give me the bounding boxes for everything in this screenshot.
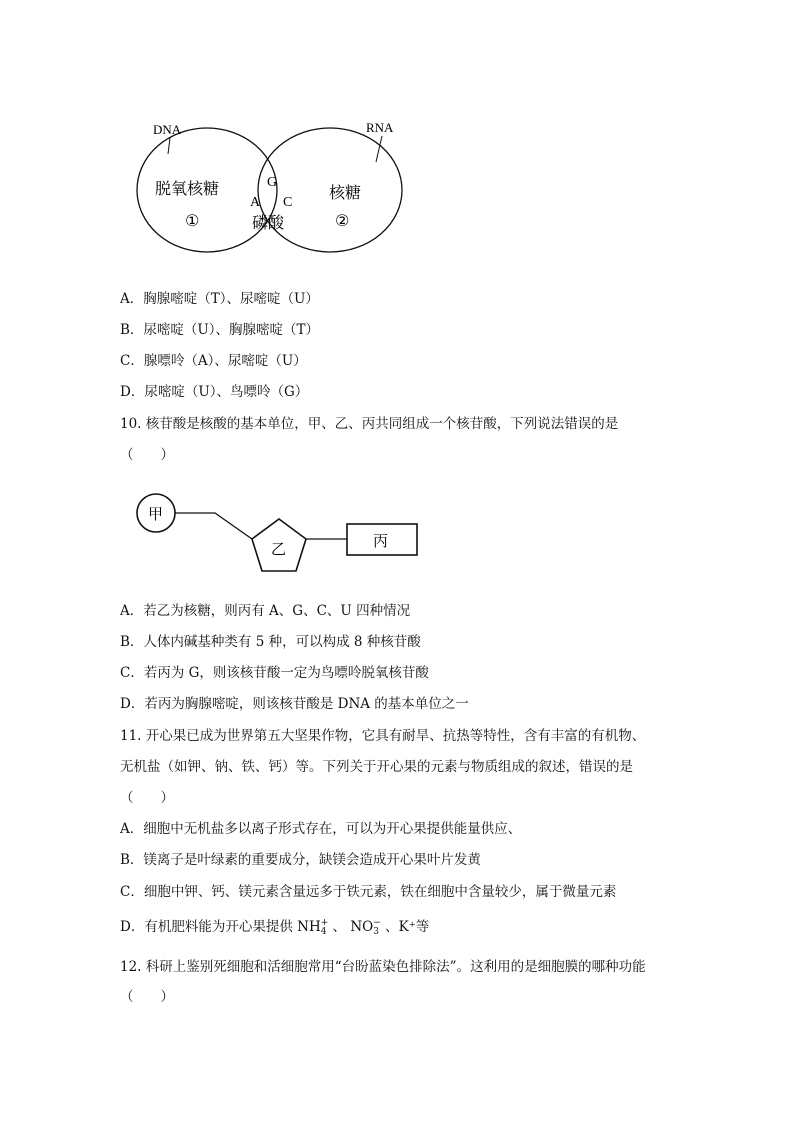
q12-stem: 12. 科研上鉴别死细胞和活细胞常用“台盼蓝染色排除法”。这利用的是细胞膜的哪种功能	[120, 959, 646, 975]
q9-option-d: D．尿嘧啶（U）、鸟嘌呤（G）	[120, 384, 309, 400]
q11-option-d-prefix: D．有机肥料能为开心果提供	[120, 919, 298, 935]
nh4-formula: NH + 4	[297, 917, 329, 937]
deoxyribose-text: 脱氧核糖	[155, 179, 220, 198]
rna-pointer-line	[376, 136, 382, 162]
mark-2: ②	[335, 211, 350, 230]
venn-diagram	[130, 110, 410, 270]
q11-option-d-suffix: 、K⁺等	[380, 919, 430, 935]
ribose-text: 核糖	[329, 183, 362, 202]
dna-label: DNA	[153, 122, 182, 137]
q11-option-c: C．细胞中钾、钙、镁元素含量远多于铁元素，铁在细胞中含量较少，属于微量元素	[120, 884, 617, 900]
q11-stem-line2: 无机盐（如钾、钠、铁、钙）等。下列关于开心果的元素与物质组成的叙述，错误的是	[120, 759, 633, 775]
yi-label: 乙	[271, 540, 287, 558]
no3-formula: NO − 3	[350, 917, 381, 937]
q9-option-c: C．腺嘌呤（A）、尿嘧啶（U）	[120, 353, 307, 369]
phosphate-text: 磷酸	[252, 213, 285, 232]
nucleotide-diagram	[130, 488, 430, 580]
q11-option-d: D．有机肥料能为开心果提供 NH + 4 、 NO − 3 、K⁺等	[120, 917, 430, 937]
q10-paren: （ ）	[120, 447, 174, 463]
q10-option-b: B．人体内碱基种类有 5 种，可以构成 8 种核苷酸	[120, 634, 421, 650]
jia-label: 甲	[148, 505, 164, 523]
q11-option-a: A．细胞中无机盐多以离子形式存在，可以为开心果提供能量供应、	[120, 821, 522, 837]
q9-option-a: A．胸腺嘧啶（T）、尿嘧啶（U）	[120, 291, 319, 307]
q10-option-c: C．若丙为 G，则该核苷酸一定为鸟嘌呤脱氧核苷酸	[120, 665, 429, 681]
bing-label: 丙	[373, 532, 389, 550]
rna-label: RNA	[366, 120, 394, 135]
center-g: G	[267, 175, 278, 190]
q11-option-b: B．镁离子是叶绿素的重要成分，缺镁会造成开心果叶片发黄	[120, 852, 481, 868]
q10-stem: 10. 核苷酸是核酸的基本单位，甲、乙、丙共同组成一个核苷酸，下列说法错误的是	[120, 416, 619, 432]
mark-1: ①	[185, 211, 200, 230]
q11-paren: （ ）	[120, 790, 174, 806]
jia-yi-bond	[175, 513, 252, 539]
dna-pointer-line	[168, 138, 170, 154]
q10-option-a: A．若乙为核糖，则丙有 A、G、C、U 四种情况	[120, 603, 411, 619]
q10-option-d: D．若丙为胸腺嘧啶，则该核苷酸是 DNA 的基本单位之一	[120, 696, 469, 712]
q9-option-b: B．尿嘧啶（U）、胸腺嘧啶（T）	[120, 322, 320, 338]
center-a: A	[250, 195, 261, 210]
q11-stem-line1: 11. 开心果已成为世界第五大坚果作物，它具有耐旱、抗热等特性，含有丰富的有机物、	[120, 728, 646, 744]
center-c: C	[283, 195, 293, 210]
q12-paren: （ ）	[120, 989, 174, 1005]
